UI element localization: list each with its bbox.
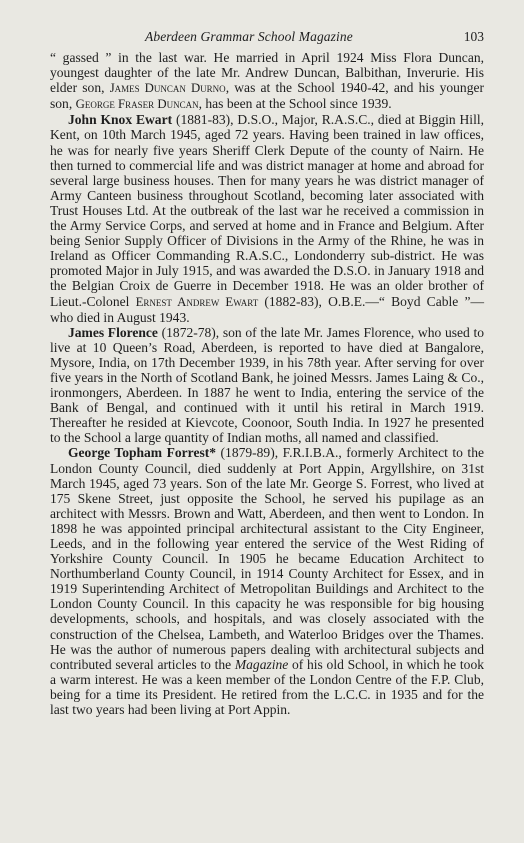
paragraph-durno-continuation bbox=[50, 50, 484, 112]
entry-name: George Topham Forrest* bbox=[68, 445, 217, 461]
obituary-entry-florence bbox=[50, 325, 484, 446]
entry-name: John Knox Ewart bbox=[68, 112, 173, 128]
magazine-title-italic: Magazine bbox=[234, 656, 289, 672]
person-name-small-caps: George Fraser Duncan bbox=[75, 97, 199, 112]
text-run: (1881-83), D.S.O., Major, R.A.S.C., died at Biggin Hill, Kent, on 10th March 1945, aged 72 years. Having been trained in law offices, he was for nearly five years Sheriff Clerk Depute of the county of Nairn. He then turned to commercial life and was district manager at home and abroad for several large business houses. Then for many years he was district manager of Army Canteen business throughout Scotland, becoming later associated with Trust Houses Ltd. At the outbreak of the last war he received a commission in the Army Service Corps, and served at home and in France and Belgium. After being Senior Supply Officer of Divisions in the Army of the Rhine, he was in Ireland as Officer Commanding R.A.S.C., Londonderry sub-district. He was promoted Major in July 1915, and was awarded the D.S.O. in January 1918 and the Belgian Croix de Guerre in December 1918. He was an older brother of Lieut.-Colonel bbox=[50, 112, 484, 309]
obituary-text bbox=[50, 50, 484, 717]
obituary-entry-forrest bbox=[50, 445, 484, 717]
person-name-small-caps: Ernest Andrew Ewart bbox=[135, 294, 259, 309]
text-run: (1872-78), son of the late Mr. James Florence, who used to live at 10 Queen’s Road, Aberdeen, is reported to have died at Bangalore, Mysore, India, on 17th December 1939, in his 78th year. After serving for over five years in the North of Scotland Bank, he joined Messrs. James Laing & Co., ironmongers, Aberdeen. In 1887 he went to India, entering the service of the Bank of Bengal, and continued with it until his retiral in March 1919. Thereafter he resided at Kievcote, Coonoor, South India. In 1927 he presented to the School a large quantity of Indian moths, all named and classified. bbox=[50, 324, 484, 446]
page-number: 103 bbox=[463, 29, 484, 44]
text-run: of his old School, in which he took a warm interest. He was a keen member of the London Centre of the F.P. Club, being for a time its President. He retired from the L.C.C. in 1935 and for the last two years had been living at Port Appin. bbox=[50, 656, 484, 718]
page-header bbox=[50, 29, 484, 49]
running-title: Aberdeen Grammar School Magazine bbox=[145, 29, 353, 44]
obituary-entry-ewart bbox=[50, 112, 484, 324]
text-run: (1879-89), F.R.I.B.A., formerly Architect to the London County Council, died suddenly at Port Appin, Argyllshire, on 31st March 1945, aged 73 years. Son of the late Mr. George S. Forrest, who lived at 175 Skene Street, just opposite the School, he served his pupilage as an architect with Messrs. Brown and Watt, Aberdeen, and then went to London. In 1898 he was appointed principal architectural assistant to the City Engineer, Leeds, and in the following year entered the service of the West Riding of Yorkshire County Council. In 1905 he became Education Architect to Northumberland County Council, in 1914 County Architect for Essex, and in 1919 Superintending Architect of Metropolitan Buildings and Architect to the London County Council. In this capacity he was responsible for big housing developments, schools, and hospitals, and was closely associated with the construction of the Chelsea, Lambeth, and Waterloo Bridges over the Thames. He was the author of numerous papers dealing with architectural subjects and contributed several articles to the bbox=[50, 445, 484, 672]
text-run: , has been at the School since 1939. bbox=[198, 96, 392, 112]
person-name-small-caps: James Duncan Durno bbox=[109, 81, 226, 96]
text-run: (1882-83), O.B.E.—“ Boyd Cable ”—who died in August 1943. bbox=[50, 293, 484, 325]
entry-name: James Florence bbox=[68, 324, 158, 340]
text-run: “ gassed ” in the last war. He married in April 1924 Miss Flora Duncan, youngest daughter of the late Mr. Andrew Duncan, Balbithan, Inverurie. His elder son, bbox=[50, 50, 484, 96]
text-run: , was at the School 1940-42, and his younger son, bbox=[50, 80, 484, 112]
